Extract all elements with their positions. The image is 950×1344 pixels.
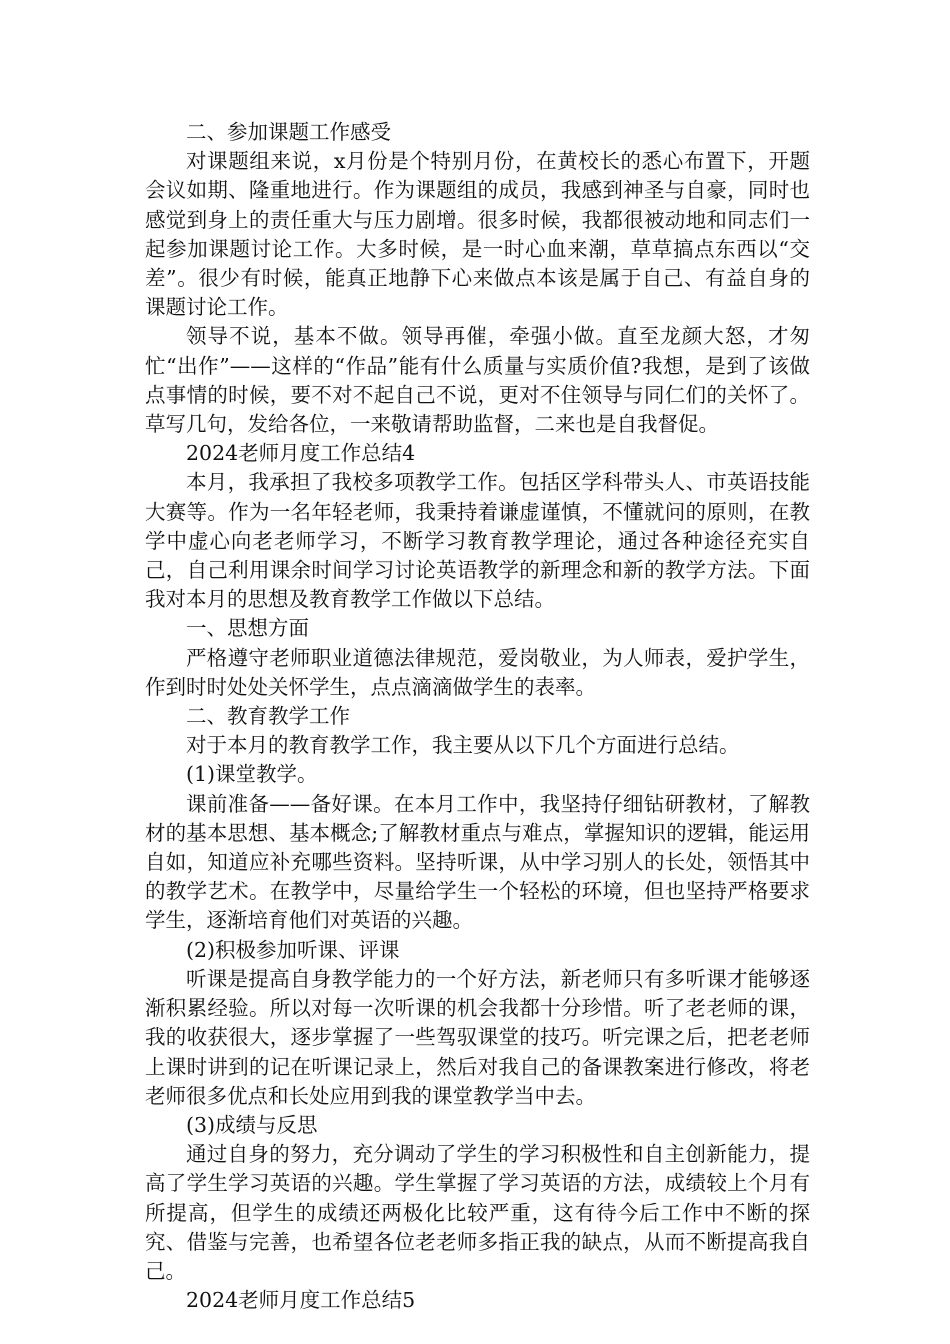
body-paragraph: 通过自身的努力，充分调动了学生的学习积极性和自主创新能力，提高了学生学习英语的兴趣。学生掌握了学习英语的方法，成绩较上个月有所提高，但学生的成绩还两极化比较严重，这有待今后工作中不断的探究、借鉴与完善，也希望各位老老师多指正我的缺点，从而不断提高我自己。	[145, 1142, 810, 1283]
body-paragraph: 课前准备——备好课。在本月工作中，我坚持仔细钻研教材，了解教材的基本思想、基本概念;了解教材重点与难点，掌握知识的逻辑，能运用自如，知道应补充哪些资料。坚持听课，从中学习别人的长处，领悟其中的教学艺术。在教学中，尽量给学生一个轻松的环境，但也坚持严格要求学生，逐渐培育他们对英语的兴趣。	[145, 791, 810, 933]
document-body	[145, 118, 810, 1315]
body-paragraph: 本月，我承担了我校多项教学工作。包括区学科带头人、市英语技能大赛等。作为一名年轻老师，我秉持着谦虚谨慎，不懂就问的原则，在教学中虚心向老老师学习，不断学习教育教学理论，通过各种途径充实自己，自己利用课余时间学习讨论英语教学的新理念和新的教学方法。下面我对本月的思想及教育教学工作做以下总结。	[145, 470, 810, 612]
subsection-heading: (2)积极参加听课、评课	[186, 937, 400, 962]
subsection-heading: (1)课堂教学。	[186, 762, 318, 787]
section-heading: 一、思想方面	[186, 616, 309, 641]
body-paragraph: 听课是提高自身教学能力的一个好方法，新老师只有多听课才能够逐渐积累经验。所以对每一次听课的机会我都十分珍惜。听了老老师的课，我的收获很大，逐步掌握了一些驾驭课堂的技巧。听完课之后，把老老师上课时讲到的记在听课记录上，然后对我自己的备课教案进行修改，将老老师很多优点和长处应用到我的课堂教学当中去。	[145, 966, 810, 1108]
document-title: 2024老师月度工作总结5	[186, 1288, 416, 1313]
body-paragraph: 对于本月的教育教学工作，我主要从以下几个方面进行总结。	[186, 733, 740, 758]
body-paragraph: 对课题组来说，x月份是个特别月份，在黄校长的悉心布置下，开题会议如期、隆重地进行。作为课题组的成员，我感到神圣与自豪，同时也感觉到身上的责任重大与压力剧增。很多时候，我都很被动地和同志们一起参加课题讨论工作。大多时候，是一时心血来潮，草草搞点东西以“交差”。很少有时候，能真正地静下心来做点本该是属于自己、有益自身的课题讨论工作。	[145, 149, 810, 320]
subsection-heading: (3)成绩与反思	[186, 1112, 318, 1137]
section-heading: 二、教育教学工作	[186, 704, 350, 729]
section-heading: 二、参加课题工作感受	[186, 120, 391, 144]
body-paragraph: 严格遵守老师职业道德法律规范，爱岗敬业，为人师表，爱护学生，作到时时处处关怀学生，点点滴滴做学生的表率。	[145, 645, 810, 699]
body-paragraph: 领导不说，基本不做。领导再催，牵强小做。直至龙颜大怒，才匆忙“出作”——这样的“作品”能有什么质量与实质价值?我想，是到了该做点事情的时候，要不对不起自己不说，更对不住领导与同仁们的关怀了。草写几句，发给各位，一来敬请帮助监督，二来也是自我督促。	[145, 324, 810, 437]
document-title: 2024老师月度工作总结4	[186, 441, 416, 466]
